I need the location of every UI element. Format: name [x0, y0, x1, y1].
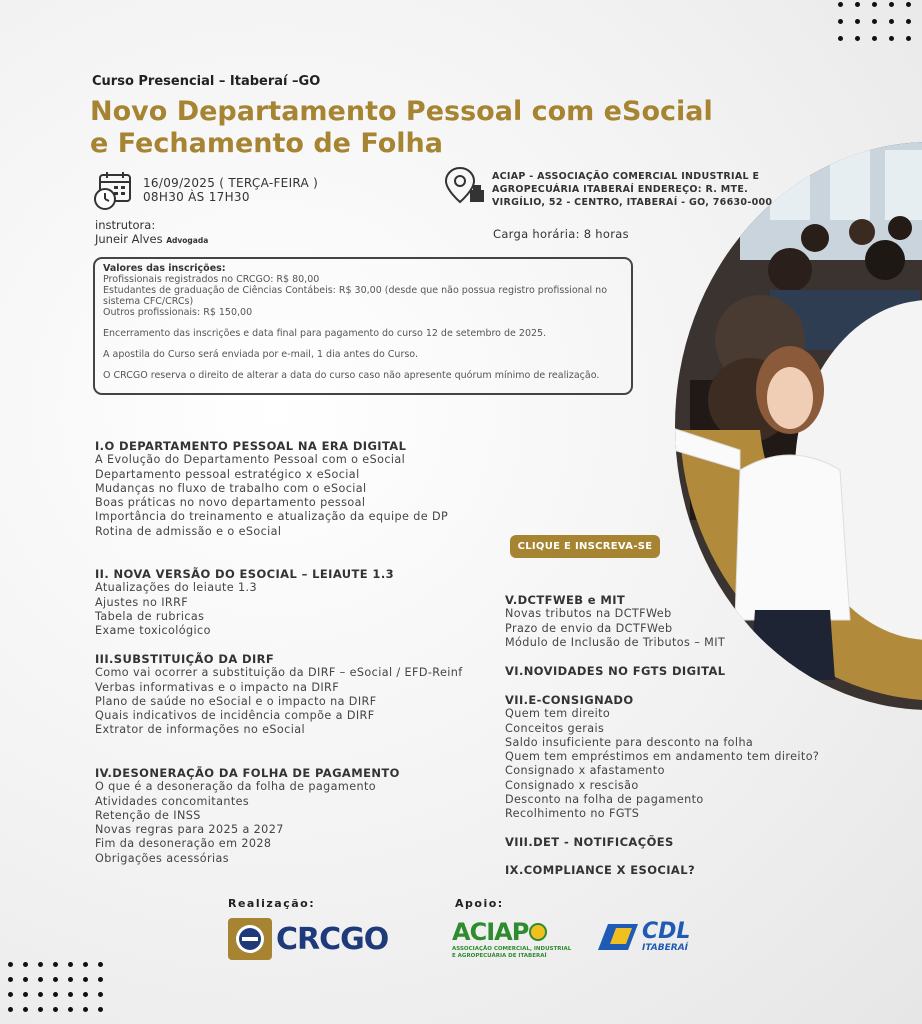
module-title: V.DCTFWEB e MIT — [505, 593, 626, 607]
module-item: Fim da desoneração em 2028 — [95, 837, 272, 851]
module-item: Verbas informativas e o impacto na DIRF — [95, 680, 340, 694]
fees-heading: Valores das inscrições: — [103, 263, 226, 274]
fee-line: Outros profissionais: R$ 150,00 — [103, 307, 253, 318]
module-item: Importância do treinamento e atualização da equipe de DP — [95, 510, 449, 524]
instructor-block — [95, 218, 208, 248]
location-pin-icon — [444, 166, 486, 210]
module-title: II. NOVA VERSÃO DO ESOCIAL – LEIAUTE 1.3 — [95, 567, 394, 581]
fee-line: Estudantes de graduação de Ciências Contábeis: R$ 30,00 (desde que não possua registro profissional no sistema CFC/CRCs) — [103, 285, 608, 307]
module-item: Novas tributos na DCTFWeb — [505, 607, 672, 621]
apoio-label: Apoio: — [455, 897, 504, 910]
event-datetime — [143, 176, 318, 204]
module-item: Módulo de Inclusão de Tributos – MIT — [505, 635, 726, 649]
module-item: Saldo insuficiente para desconto na folha — [505, 735, 754, 749]
module-item: Quais indicativos de incidência compõe a DIRF — [95, 709, 375, 723]
module-item: Departamento pessoal estratégico x eSocial — [95, 467, 360, 481]
aciap-wordmark: ACIAP — [452, 918, 529, 946]
module-item: Prazo de envio da DCTFWeb — [505, 621, 673, 635]
deadline-note: Encerramento das inscrições e data final para pagamento do curso 12 de setembro de 2025. — [103, 328, 547, 339]
module-2 — [95, 567, 495, 638]
aciap-logo — [452, 918, 572, 960]
quorum-note: O CRCGO reserva o direito de alterar a data do curso caso não apresente quórum mínimo de realização. — [103, 370, 600, 381]
instructor-label: instrutora: — [95, 218, 156, 232]
module-item: Ajustes no IRRF — [95, 595, 189, 609]
module-item: Quem tem direito — [505, 707, 611, 721]
module-5 — [505, 593, 885, 650]
module-item: O que é a desoneração da folha de pagamento — [95, 780, 377, 794]
module-title: III.SUBSTITUIÇÃO DA DIRF — [95, 652, 275, 666]
aciap-subtitle: ASSOCIAÇÃO COMERCIAL, INDUSTRIAL E AGROPECUÁRIA DE ITABERAÍ — [452, 946, 572, 959]
signup-button[interactable]: CLIQUE E INSCREVA-SE — [510, 535, 660, 558]
module-item: Atualizações do leiaute 1.3 — [95, 581, 257, 595]
module-title: VII.E-CONSIGNADO — [505, 693, 634, 707]
dot-pattern-top-right — [838, 2, 922, 41]
module-item: Boas práticas no novo departamento pessoal — [95, 496, 366, 510]
module-item: Obrigações acessórias — [95, 851, 230, 865]
module-item: Tabela de rubricas — [95, 609, 205, 623]
module-item: Quem tem empréstimos em andamento tem direito? — [505, 750, 820, 764]
dot-pattern-bottom-left — [8, 962, 103, 1012]
fees-info-box — [93, 257, 633, 395]
module-item: A Evolução do Departamento Pessoal com o eSocial — [95, 453, 406, 467]
module-1 — [95, 439, 495, 539]
module-item: Recolhimento no FGTS — [505, 807, 640, 821]
module-item: Novas regras para 2025 a 2027 — [95, 823, 284, 837]
cdl-subtitle: ITABERAÍ — [642, 943, 689, 953]
event-time: 08H30 ÀS 17H30 — [143, 190, 250, 204]
module-item: Consignado x rescisão — [505, 778, 639, 792]
module-item: Extrator de informações no eSocial — [95, 723, 306, 737]
module-item: Rotina de admissão e o eSocial — [95, 524, 282, 538]
page-title: Novo Departamento Pessoal com eSocial e Fechamento de Folha — [90, 96, 713, 159]
module-item: Como vai ocorrer a substituição da DIRF – eSocial / EFD-Reinf — [95, 666, 463, 680]
realizacao-label: Realização: — [228, 897, 316, 910]
module-4 — [95, 766, 495, 866]
course-type-label: Curso Presencial – Itaberaí –GO — [92, 74, 321, 89]
cdl-flag-icon — [596, 920, 640, 954]
module-title: VI.NOVIDADES NO FGTS DIGITAL — [505, 664, 726, 678]
event-location: ACIAP - ASSOCIAÇÃO COMERCIAL INDUSTRIAL E AGROPECUÁRIA ITABERAÍ ENDEREÇO: R. MTE. VIRGÍLIO, 52 - CENTRO, ITABERAÍ - GO, 76630-000 — [492, 171, 773, 208]
module-7 — [505, 693, 885, 822]
module-item: Conceitos gerais — [505, 721, 605, 735]
crcgo-logo — [228, 918, 388, 960]
module-9 — [505, 863, 885, 877]
handout-note: A apostila do Curso será enviada por e-mail, 1 dia antes do Curso. — [103, 349, 418, 360]
crcgo-wordmark: CRCGO — [276, 921, 389, 957]
module-8 — [505, 835, 885, 849]
instructor-name: Juneir Alves — [95, 232, 163, 246]
instructor-role: Advogada — [166, 236, 209, 245]
workload: Carga horária: 8 horas — [493, 227, 629, 241]
module-item: Mudanças no fluxo de trabalho com o eSocial — [95, 481, 367, 495]
cdl-logo — [596, 920, 690, 954]
cdl-wordmark: CDL — [642, 919, 691, 944]
module-item: Exame toxicológico — [95, 624, 211, 638]
module-6 — [505, 664, 885, 678]
module-item: Retenção de INSS — [95, 808, 201, 822]
module-3 — [95, 652, 495, 738]
module-item: Atividades concomitantes — [95, 794, 250, 808]
module-item: Desconto na folha de pagamento — [505, 793, 704, 807]
event-date: 16/09/2025 ( TERÇA-FEIRA ) — [143, 176, 319, 190]
module-item: Plano de saúde no eSocial e o impacto na DIRF — [95, 694, 377, 708]
module-title: VIII.DET - NOTIFICAÇÕES — [505, 835, 674, 849]
module-title: I.O DEPARTAMENTO PESSOAL NA ERA DIGITAL — [95, 439, 407, 453]
module-title: IV.DESONERAÇÃO DA FOLHA DE PAGAMENTO — [95, 766, 400, 780]
module-title: IX.COMPLIANCE X ESOCIAL? — [505, 863, 696, 877]
crcgo-emblem-icon — [228, 918, 272, 960]
aciap-sun-icon — [528, 922, 548, 942]
fee-line: Profissionais registrados no CRCGO: R$ 80,00 — [103, 274, 320, 285]
calendar-clock-icon — [94, 172, 136, 214]
module-item: Consignado x afastamento — [505, 764, 665, 778]
